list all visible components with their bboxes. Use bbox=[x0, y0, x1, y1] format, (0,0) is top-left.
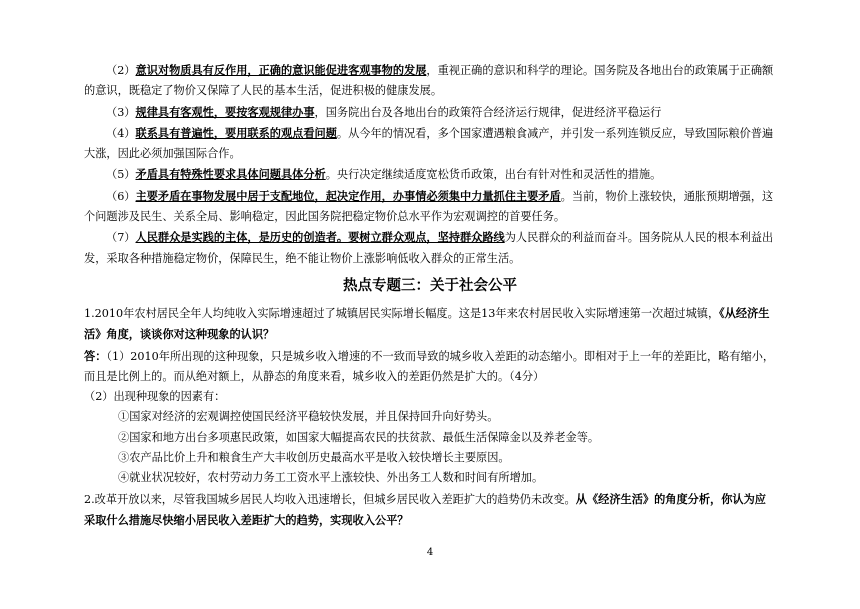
paragraph-number: （5） bbox=[106, 168, 136, 182]
section-title: 热点专题三：关于社会公平 bbox=[343, 277, 517, 294]
key-point: 主要矛盾在事物发展中居于支配地位，起决定作用，办事情必须集中力量抓住主要矛盾 bbox=[135, 188, 561, 203]
answer-part-2: （2）出现种现象的因素有： bbox=[84, 390, 226, 404]
key-point: 矛盾具有特殊性要求具体问题具体分析 bbox=[135, 167, 326, 182]
answer-item: ②国家和地方出台多项惠民政策，如国家大幅提高农民的扶贫款、最低生活保障金以及养老金等。 bbox=[118, 430, 600, 444]
paragraph-number: （7） bbox=[106, 231, 136, 245]
paragraph-text: ，国务院出台及各地出台的政策符合经济运行规律，促进经济平稳运行 bbox=[314, 105, 662, 119]
paragraph-2 bbox=[84, 60, 776, 102]
paragraph-4 bbox=[84, 123, 776, 165]
paragraph-7 bbox=[84, 227, 776, 269]
paragraph-text: 。央行决定继续适度宽松货币政策，出台有针对性和灵活性的措施。 bbox=[325, 168, 662, 182]
answer-text: （1）2010年所出现的这种现象，只是城乡收入增速的不一致而导致的城乡收入差距的动态缩小。即相对于上一年的差距比，略有缩小，而且是比例上的。而从绝对额上，从静态的角度来看，城乡收入的差距仍然是扩大的。（4分） bbox=[84, 349, 775, 383]
key-point: 规律具有客观性，要按客观规律办事 bbox=[135, 104, 315, 119]
paragraph-number: （4） bbox=[106, 126, 136, 140]
paragraph-text: 。从今年的情况看，多个国家遭遇粮食减产，并引发一系列连锁反应，导致国际粮价普遍大涨，因此必须加强国际合作。 bbox=[84, 126, 774, 161]
answer-item: ①国家对经济的宏观调控使国民经济平稳较快发展，并且保持回升向好势头。 bbox=[118, 410, 499, 424]
question-prompt: 《从经济生活》角度，谈谈你对这种现象的认识？ bbox=[84, 305, 770, 342]
answer-label: 答： bbox=[84, 348, 107, 363]
answer-item: ④就业状况较好，农村劳动力务工工资水平上涨较快、外出务工人数和时间有所增加。 bbox=[118, 471, 544, 485]
paragraph-number: （3） bbox=[106, 105, 136, 119]
question-prompt: 从《经济生活》的角度分析，你认为应采取什么措施尽快缩小居民收入差距扩大的趋势，实现收入公平？ bbox=[84, 491, 766, 527]
paragraph-5 bbox=[84, 164, 776, 185]
answer-part-1 bbox=[84, 346, 776, 388]
paragraph-6 bbox=[84, 186, 776, 228]
paragraph-text: ，重视正确的意识和科学的理论。国务院及各地出台的政策属于正确额的意识，既稳定了物价又保障了人民的基本生活，促进积极的健康发展。 bbox=[84, 64, 774, 98]
paragraph-3 bbox=[84, 102, 776, 123]
paragraph-number: （6） bbox=[106, 189, 136, 203]
question-1 bbox=[84, 303, 776, 346]
key-point: 人民群众是实践的主体，是历史的创造者。要树立群众观点，坚持群众路线 bbox=[135, 230, 505, 245]
paragraph-text: 。当前，物价上涨较快，通胀预期增强，这个问题涉及民生、关系全局、影响稳定，因此国务院把稳定物价总水平作为宏观调控的首要任务。 bbox=[84, 189, 774, 224]
question-text: 2.改革开放以来，尽管我国城乡居民人均收入迅速增长，但城乡居民收入差距扩大的趋势仍未改变。 bbox=[84, 492, 576, 506]
key-point: 意识对物质具有反作用，正确的意识能促进客观事物的发展 bbox=[135, 63, 427, 77]
answer-item: ③农产品比价上升和粮食生产大丰收创历史最高水平是收入较快增长主要原因。 bbox=[118, 451, 510, 465]
paragraph-number: （2） bbox=[106, 64, 136, 77]
paragraph-text: 为人民群众的利益而奋斗。国务院从人民的根本利益出发，采取各种措施稳定物价，保障民生，绝不能让物价上涨影响低收入群众的正常生活。 bbox=[84, 231, 774, 265]
page-number: 4 bbox=[426, 547, 434, 558]
question-2 bbox=[84, 489, 776, 532]
key-point: 联系具有普遍性，要用联系的观点看问题 bbox=[135, 125, 337, 140]
question-text: 1.2010年农村居民全年人均纯收入实际增速超过了城镇居民实际增长幅度。这是13年来农村居民收入实际增速第一次超过城镇， bbox=[84, 306, 720, 320]
document-page bbox=[84, 60, 776, 531]
